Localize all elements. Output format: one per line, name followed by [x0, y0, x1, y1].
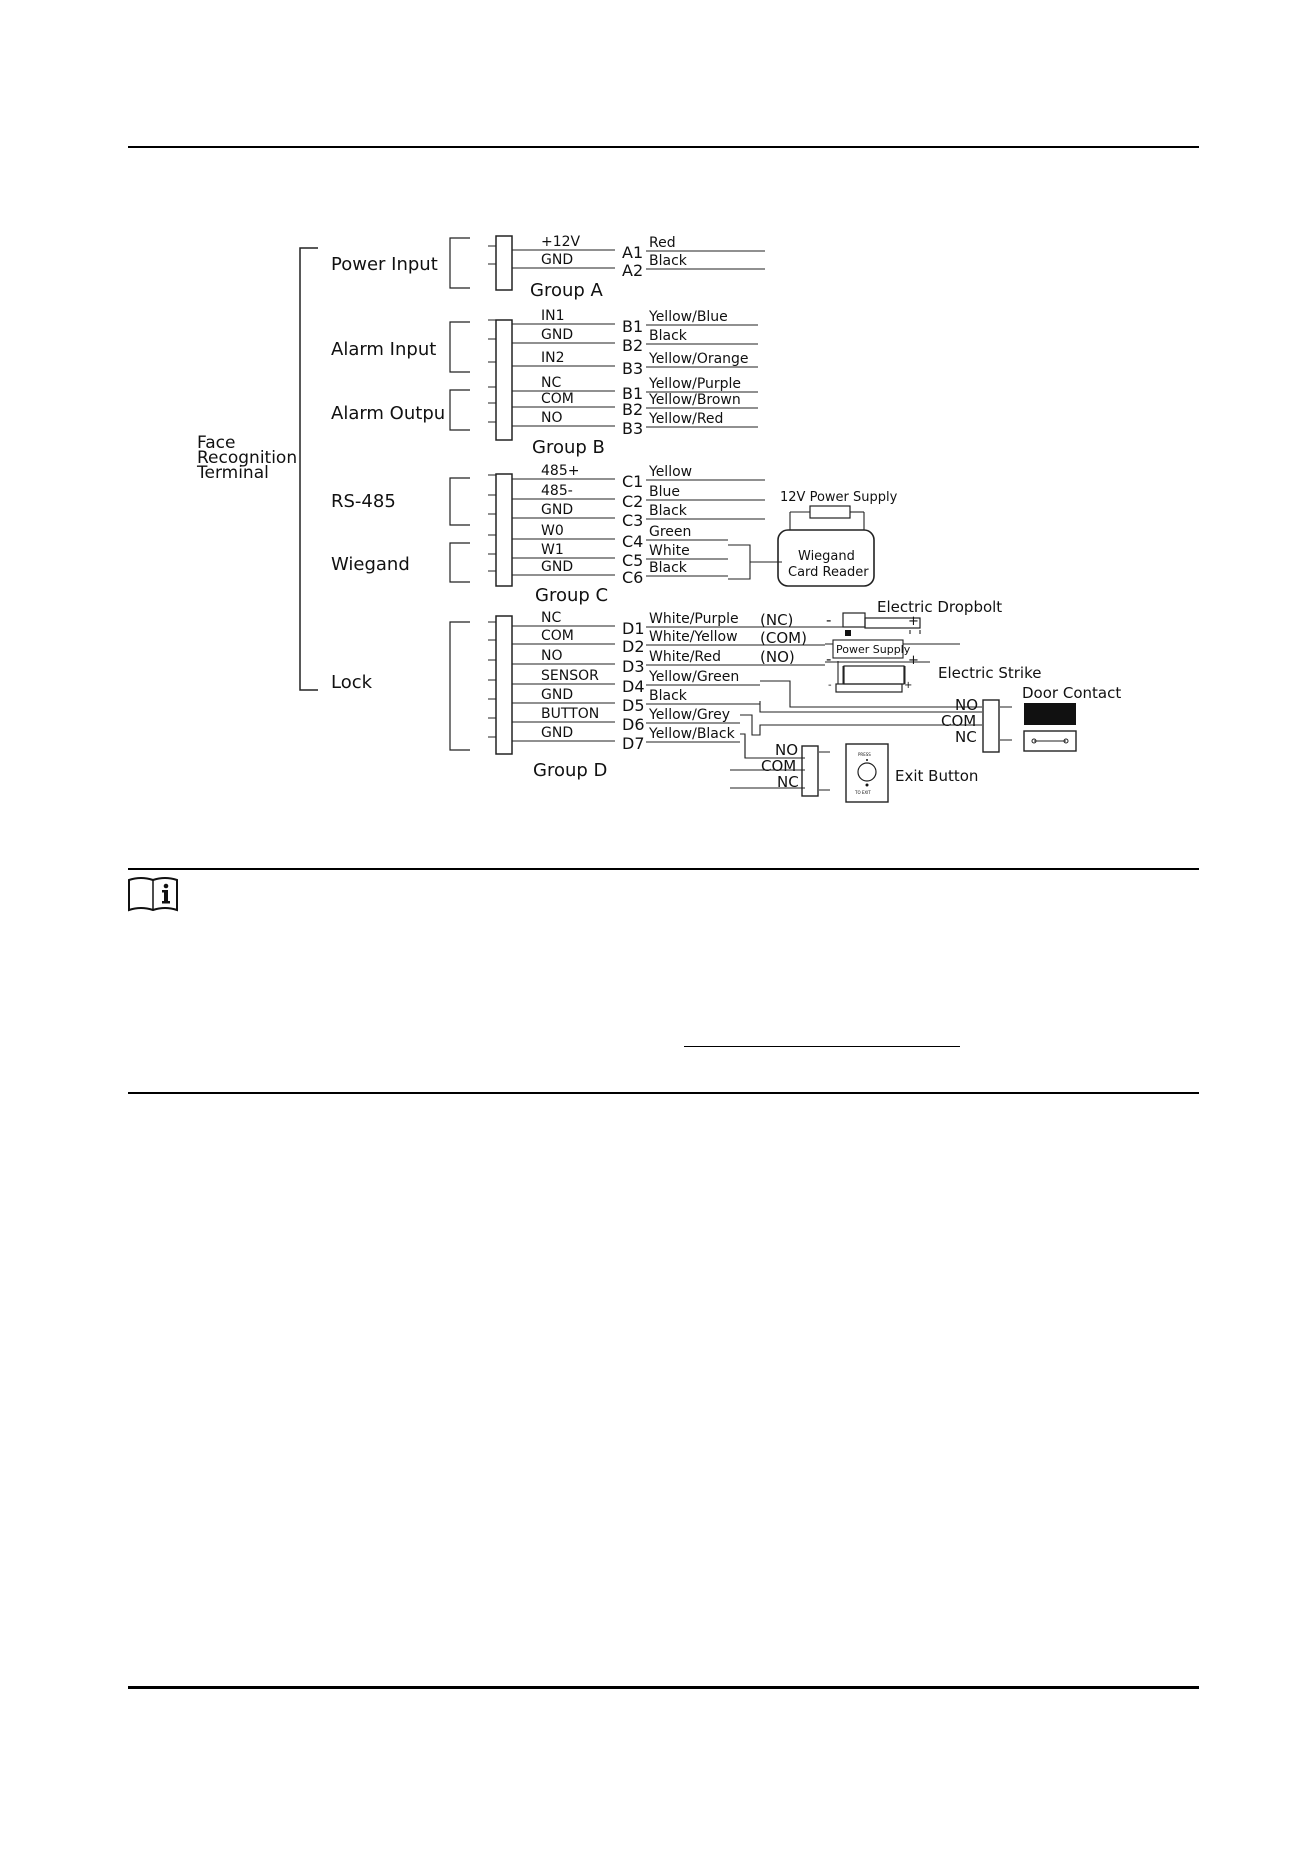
- pin-wire-color: Yellow/Red: [649, 411, 724, 427]
- pin-code: B1: [622, 384, 644, 403]
- pin-row: [488, 559, 728, 587]
- power-supply-box: [826, 640, 919, 668]
- pin-row: [488, 542, 728, 570]
- pin-wire-color: Green: [649, 524, 692, 540]
- dropbolt-minus: -: [826, 611, 832, 629]
- pin-code: C6: [622, 568, 644, 587]
- category-label-alarm-input: Alarm Input: [331, 339, 437, 360]
- pin-terminal-label: GND: [541, 559, 574, 575]
- strike-plus: +: [904, 680, 913, 691]
- pin-code: D6: [622, 715, 645, 734]
- power-supply-label: Power Supply: [836, 643, 911, 656]
- group-label-a: Group A: [530, 280, 603, 301]
- pin-wire-color: Yellow/Black: [649, 726, 735, 742]
- pin-terminal-label: W1: [541, 542, 564, 558]
- pin-terminal-label: 485+: [541, 463, 580, 479]
- pin-terminal-label: GND: [541, 725, 574, 741]
- pin-wire-color: Blue: [649, 484, 680, 500]
- electric-dropbolt: [826, 598, 1002, 636]
- wiegand-card-reader: [778, 530, 874, 586]
- category-label-wiegand: Wiegand: [331, 554, 410, 575]
- category-label-lock: Lock: [331, 672, 373, 693]
- pin-code: C5: [622, 551, 644, 570]
- pin-terminal-label: GND: [541, 502, 574, 518]
- pin-terminal-label: BUTTON: [541, 706, 600, 722]
- pin-terminal-label: IN1: [541, 308, 565, 324]
- pin-wire-color: Yellow/Grey: [649, 707, 731, 723]
- pin-code: D7: [622, 734, 645, 753]
- pin-row: [488, 308, 758, 336]
- wiegand-reader-label-line-1: Wiegand: [798, 549, 855, 564]
- lock-contact-no: (NO): [760, 648, 795, 666]
- group-label-b: Group B: [532, 437, 605, 458]
- door-contact-com: COM: [941, 712, 977, 730]
- exit-button-com: COM: [761, 757, 797, 775]
- pin-code: D2: [622, 637, 645, 656]
- pin-wire-color: Black: [649, 328, 687, 344]
- lock-contact-nc: (NC): [760, 611, 794, 629]
- pin-wire-color: Yellow/Brown: [649, 392, 741, 408]
- pin-wire-color: Yellow/Purple: [649, 376, 742, 392]
- door-contact: [941, 684, 1121, 752]
- pin-rows: [488, 234, 825, 753]
- pin-code: B3: [622, 419, 644, 438]
- pin-wire-color: White/Yellow: [649, 629, 738, 645]
- lock-contact-com: (COM): [760, 629, 807, 647]
- group-label-c: Group C: [535, 585, 609, 606]
- pin-wire-color: White/Purple: [649, 611, 739, 627]
- pin-terminal-label: NO: [541, 410, 563, 426]
- category-label-power: Power Input: [331, 254, 438, 275]
- pin-code: A1: [622, 243, 644, 262]
- pin-wire-color: Yellow: [649, 464, 693, 480]
- pin-wire-color: Black: [649, 503, 687, 519]
- terminal-label-line-3: Terminal: [197, 463, 269, 483]
- pin-row: [488, 234, 765, 262]
- pin-terminal-label: 485-: [541, 483, 573, 499]
- pin-wire-color: Black: [649, 688, 687, 704]
- exit-button-nc: NC: [777, 773, 799, 791]
- wiegand-reader-label-line-2: Card Reader: [788, 565, 869, 580]
- pin-wire-color: White: [649, 543, 690, 559]
- pin-code: C1: [622, 472, 644, 491]
- strike-minus: -: [828, 680, 832, 691]
- category-brackets: [450, 238, 470, 750]
- door-contact-nc: NC: [955, 728, 977, 746]
- pin-code: D5: [622, 696, 645, 715]
- pin-wire-color: Black: [649, 253, 687, 269]
- pin-terminal-label: GND: [541, 252, 574, 268]
- power-supply-12v-label: 12V Power Supply: [780, 490, 898, 505]
- pin-terminal-label: IN2: [541, 350, 565, 366]
- pin-terminal-label: GND: [541, 687, 574, 703]
- pin-terminal-label: COM: [541, 628, 574, 644]
- exit-button-face-bottom: TO EXIT: [855, 790, 871, 795]
- pin-terminal-label: NO: [541, 648, 563, 664]
- pin-wire-color: Red: [649, 235, 676, 251]
- pin-terminal-label: COM: [541, 391, 574, 407]
- pin-row: [488, 463, 765, 491]
- supply-minus: -: [826, 650, 832, 668]
- pin-row: [488, 725, 740, 753]
- pin-code: C3: [622, 511, 644, 530]
- pin-terminal-label: SENSOR: [541, 668, 599, 684]
- category-label-alarm-output: Alarm Outpu: [331, 403, 446, 424]
- pin-code: C4: [622, 532, 644, 551]
- exit-button-label: Exit Button: [895, 767, 979, 785]
- supply-plus: +: [908, 653, 919, 668]
- terminal-bracket: [300, 248, 318, 690]
- pin-terminal-label: NC: [541, 610, 562, 626]
- pin-wire-color: Yellow/Blue: [649, 309, 728, 325]
- electric-dropbolt-label: Electric Dropbolt: [877, 598, 1003, 616]
- pin-terminal-label: W0: [541, 523, 564, 539]
- pin-code: D3: [622, 657, 645, 676]
- pin-terminal-label: GND: [541, 327, 574, 343]
- power-supply-12v: [780, 490, 898, 518]
- pin-terminal-label: +12V: [541, 234, 581, 250]
- pin-wire-color: Yellow/Green: [649, 669, 740, 685]
- dropbolt-plus: +: [908, 614, 919, 629]
- door-contact-label: Door Contact: [1022, 684, 1122, 702]
- pin-code: D4: [622, 677, 645, 696]
- pin-wire-color: Yellow/Orange: [649, 351, 749, 367]
- electric-strike: [828, 664, 1041, 692]
- pin-code: B3: [622, 359, 644, 378]
- pin-code: B2: [622, 336, 644, 355]
- terminal-label-line-1: Face: [197, 433, 236, 453]
- exit-button-device: [761, 741, 978, 802]
- pin-row: [488, 523, 728, 551]
- electric-strike-label: Electric Strike: [938, 664, 1042, 682]
- pin-code: B1: [622, 317, 644, 336]
- terminal-label-line-2: Recognition: [197, 448, 298, 468]
- category-label-rs485: RS-485: [331, 491, 396, 512]
- terminal-blocks: [496, 236, 512, 754]
- pin-wire-color: White/Red: [649, 649, 722, 665]
- pin-code: A2: [622, 261, 644, 280]
- pin-terminal-label: NC: [541, 375, 562, 391]
- exit-button-no: NO: [775, 741, 799, 759]
- pin-code: B2: [622, 400, 644, 419]
- pin-wire-color: Black: [649, 560, 687, 576]
- group-label-d: Group D: [533, 760, 608, 781]
- pin-code: C2: [622, 492, 644, 511]
- exit-button-face-top: PRESS: [858, 752, 871, 757]
- door-contact-no: NO: [955, 696, 979, 714]
- pin-code: D1: [622, 619, 645, 638]
